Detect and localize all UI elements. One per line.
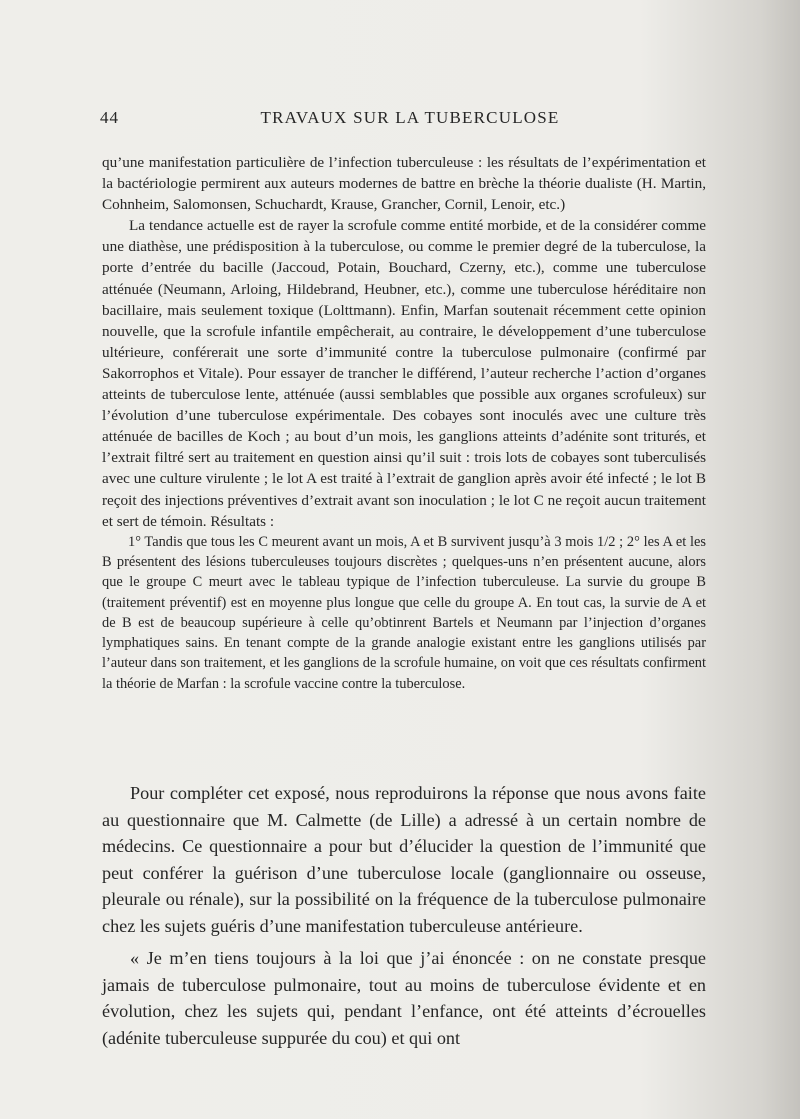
page-header	[100, 108, 720, 132]
results-block	[102, 532, 706, 694]
paragraph: La tendance actuelle est de rayer la scrofule comme entité morbide, et de la considérer comme une diathèse, une prédisposition à la tuberculose, ou comme le premier degré de la tuberculose, la porte d’entrée du bacille (Jaccoud, Potain, Bouchard, Czerny, etc.), comme une tuberculose atténuée (Neumann, Arloing, Hildebrand, Heubner, etc.), comme une tuberculose héréditaire non bacillaire, mais seulement toxique (Lolttmann). Enfin, Marfan soutenait récemment cette opinion nouvelle, que la scrofule infantile empêcherait, au contraire, le développement d’une tuberculose ultérieure, conférerait une sorte d’immunité contre la tuberculose pulmonaire (confirmé par Sakorrophos et Vitale). Pour essayer de trancher le différend, l’auteur recherche l’action d’organes atteints de tuberculose lente, atténuée (aussi semblables que possible aux organes scrofuleux) sur l’évolution d’une tuberculose expérimentale. Des cobayes sont inoculés avec une culture très atténuée de bacilles de Koch ; au bout d’un mois, les ganglions atteints d’adénite sont triturés, et l’extrait filtré sert au traitement en question ainsi qu’il suit : trois lots de cobayes sont tuberculisés avec une culture virulente ; le lot A est traité à l’extrait de ganglion après avoir été infecté ; le lot B reçoit des injections préventives d’extrait avant son inoculation ; le lot C ne reçoit aucun traitement et sert de témoin. Résultats :	[102, 217, 706, 530]
main-text-section	[102, 780, 706, 1051]
abstract-section	[102, 152, 706, 694]
paragraph: qu’une manifestation particulière de l’infection tuberculeuse : les résultats de l’expérimentation et la bactériologie permirent aux auteurs modernes de battre en brèche la théorie dualiste (H. Martin, Cohnheim, Salomonsen, Schuchardt, Krause, Grancher, Cornil, Lenoir, etc.)	[102, 154, 706, 214]
results-paragraph: 1° Tandis que tous les C meurent avant un mois, A et B survivent jusqu’à 3 mois 1/2 ; 2° les A et les B présentent des lésions tuberculeuses toujours discrètes ; quelques-uns n’en présentent aucune, alors que le groupe C meurt avec le tableau typique de l’infection tuberculeuse. La survie du groupe B (traitement préventif) est en moyenne plus longue que celle du groupe A. En tout cas, la survie de A et de B est de beaucoup supérieure à celle qu’obtinrent Bartels et Neumann par l’injection d’organes lymphatiques sains. En tenant compte de la grande analogie existant entre les ganglions utilisés par l’auteur dans son traitement, et les ganglions de la scrofule humaine, on voit que ces résultats confirment la théorie de Marfan : la scrofule vaccine contre la tuberculose.	[102, 533, 706, 692]
running-title: TRAVAUX SUR LA TUBERCULOSE	[260, 108, 560, 127]
paragraph: « Je m’en tiens toujours à la loi que j’ai énoncée : on ne constate presque jamais de tuberculose pulmonaire, tout au moins de tuberculose évidente et en évolution, chez les sujets qui, pendant l’enfance, ont été atteints d’écrouelles (adénite tuberculeuse suppurée du cou) et qui ont	[102, 948, 706, 1048]
paragraph: Pour compléter cet exposé, nous reproduirons la réponse que nous avons faite au questionnaire que M. Calmette (de Lille) a adressé à un certain nombre de médecins. Ce questionnaire a pour but d’élucider la question de l’immunité que peut conférer la guérison d’une tuberculose locale (ganglionnaire ou osseuse, pleurale ou rénale), sur la possibilité on la fréquence de la tuberculose pulmonaire chez les sujets guéris d’une manifestation tuberculeuse antérieure.	[102, 783, 706, 936]
page-number: 44	[100, 108, 119, 127]
